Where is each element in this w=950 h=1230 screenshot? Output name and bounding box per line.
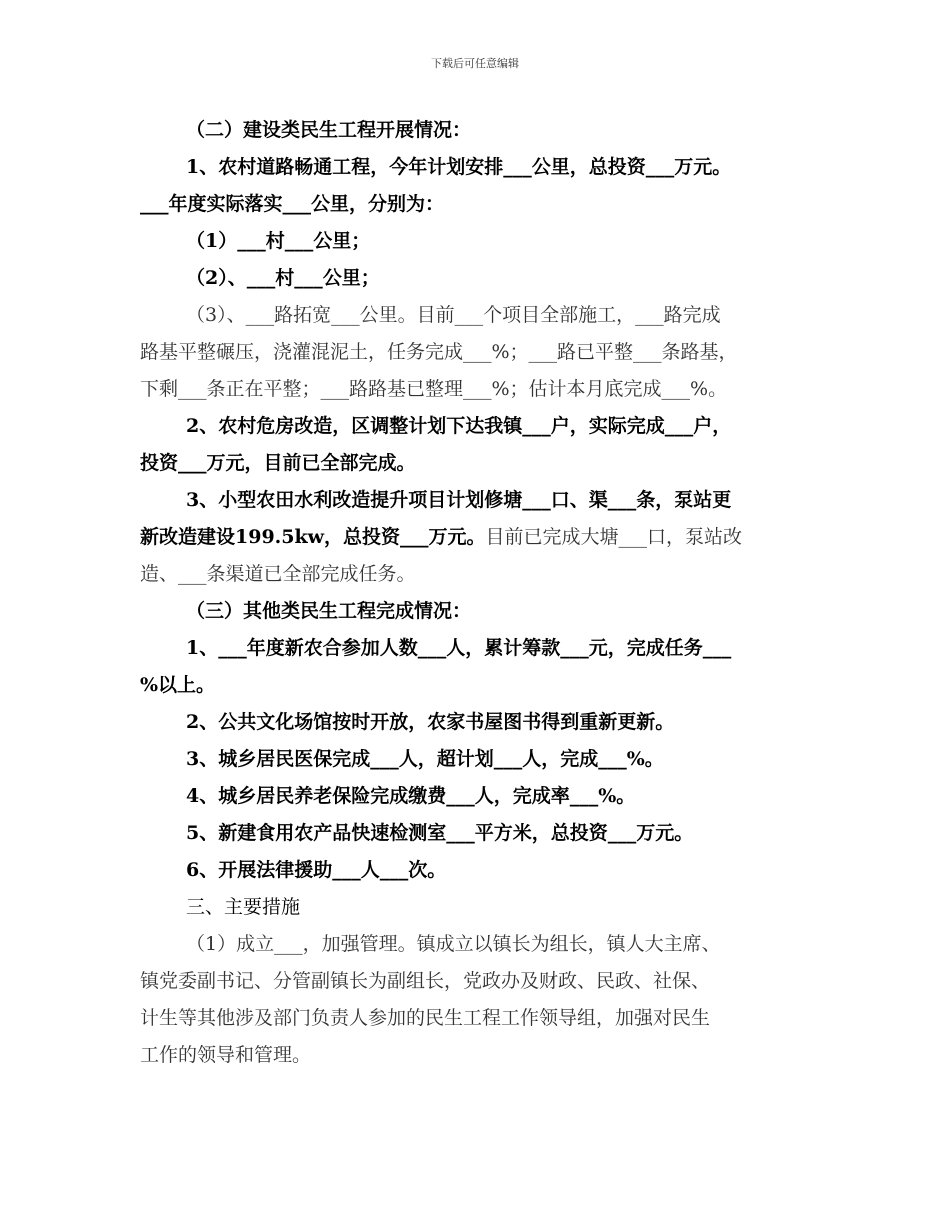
paragraph-line: 工作的领导和管理。: [140, 1044, 312, 1066]
paragraph-line: 路基平整碾压，浇灌混泥土，任务完成___%；___路已平整___条路基，: [140, 341, 738, 363]
section-heading-construction: （二）建设类民生工程开展情况：: [186, 119, 472, 141]
bold-segment: 新改造建设199.5kw，总投资___万元。: [140, 526, 486, 548]
paragraph-line: 1、农村道路畅通工程，今年计划安排___公里，总投资___万元。: [186, 156, 732, 178]
document-body: [140, 112, 810, 1074]
light-segment: 目前已完成大塘___口，泵站改: [485, 526, 743, 548]
paragraph-line: 3、小型农田水利改造提升项目计划修塘___口、渠___条，泵站更: [186, 489, 732, 511]
paragraph-line: 下剩___条正在平整；___路路基已整理___%；估计本月底完成___%。: [140, 378, 728, 400]
section-heading-measures: 三、主要措施: [186, 896, 301, 918]
page-header: 下载后可任意编辑: [431, 57, 519, 70]
paragraph-line: （3）、___路拓宽___公里。目前___个项目全部施工，___路完成: [186, 304, 721, 326]
paragraph-line: 计生等其他涉及部门负责人参加的民生工程工作领导组，加强对民生: [140, 1007, 711, 1029]
paragraph-line: 1、___年度新农合参加人数___人，累计筹款___元，完成任务___: [186, 637, 732, 659]
paragraph-line: 6、开展法律援助___人___次。: [186, 859, 447, 881]
paragraph-line: %以上。: [140, 674, 216, 696]
paragraph-line: （1）成立___，加强管理。镇成立以镇长为组长，镇人大主席、: [186, 933, 721, 955]
paragraph-line-mixed: [140, 519, 810, 556]
paragraph-line: 造、___条渠道已全部完成任务。: [140, 563, 416, 585]
list-item: （1）___村___公里；: [186, 230, 371, 252]
section-heading-other: （三）其他类民生工程完成情况：: [186, 600, 472, 622]
paragraph-line: 2、农村危房改造，区调整计划下达我镇___户，实际完成___户，: [186, 415, 732, 437]
paragraph-line: 5、新建食用农产品快速检测室___平方米，总投资___万元。: [186, 822, 694, 844]
paragraph-line: 2、公共文化场馆按时开放，农家书屋图书得到重新更新。: [186, 711, 675, 733]
list-item: （2）、___村___公里；: [186, 267, 380, 289]
paragraph-line: 投资___万元，目前已全部完成。: [140, 452, 416, 474]
paragraph-line: 镇党委副书记、分管副镇长为副组长，党政办及财政、民政、社保、: [140, 970, 711, 992]
paragraph-line: ___年度实际落实___公里，分别为：: [140, 193, 445, 215]
paragraph-line: 3、城乡居民医保完成___人，超计划___人，完成___%。: [186, 748, 664, 770]
paragraph-line: 4、城乡居民养老保险完成缴费___人，完成率___%。: [186, 785, 636, 807]
